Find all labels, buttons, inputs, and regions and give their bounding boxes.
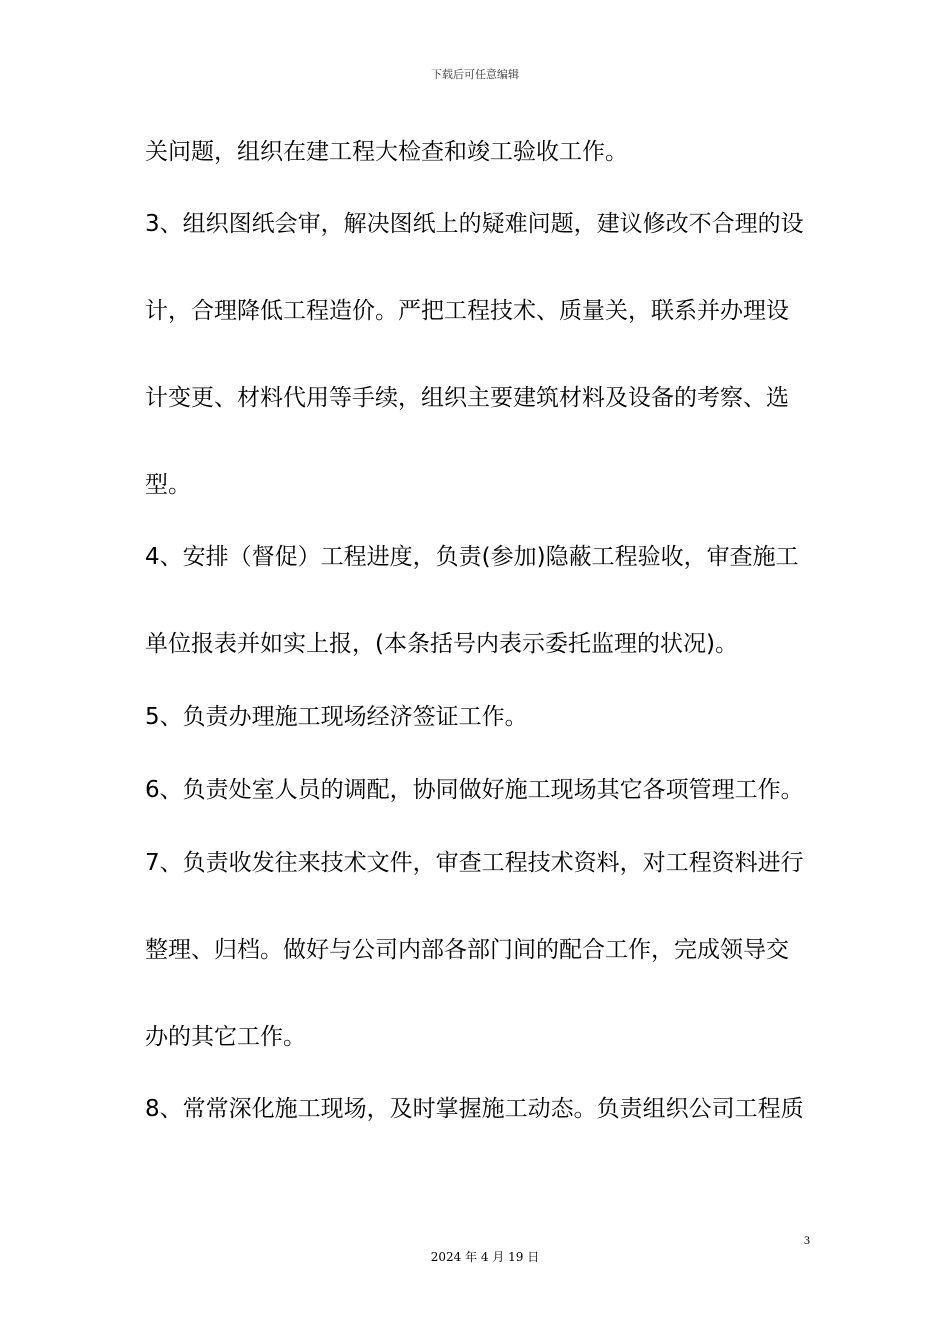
text-line: 型。 [145,472,191,498]
text-line: 计变更、材料代用等手续，组织主要建筑材料及设备的考察、选 [145,385,789,411]
footer-date: 2024 年 4 月 19 日 [430,1250,540,1264]
text-line: 4、安排（督促）工程进度，负责(参加)隐蔽工程验收，审查施工 [145,544,799,570]
text-line: 关问题，组织在建工程大检查和竣工验收工作。 [145,139,628,165]
text-line: 3、组织图纸会审，解决图纸上的疑难问题，建议修改不合理的设 [145,211,804,237]
text-line: 8、常常深化施工现场，及时掌握施工动态。负责组织公司工程质 [145,1096,804,1122]
header-note: 下载后可任意编辑 [431,68,519,81]
text-line: 5、负责办理施工现场经济签证工作。 [145,704,528,730]
page-number: 3 [804,1233,810,1247]
text-line: 计，合理降低工程造价。严把工程技术、质量关，联系并办理设 [145,298,789,324]
text-line: 办的其它工作。 [145,1024,306,1050]
text-line: 单位报表并如实上报，(本条括号内表示委托监理的状况)。 [145,631,738,657]
text-line: 7、负责收发往来技术文件，审查工程技术资料，对工程资料进行 [145,850,804,876]
text-line: 整理、归档。做好与公司内部各部门间的配合工作，完成领导交 [145,937,789,963]
text-line: 6、负责处室人员的调配，协同做好施工现场其它各项管理工作。 [145,777,804,803]
